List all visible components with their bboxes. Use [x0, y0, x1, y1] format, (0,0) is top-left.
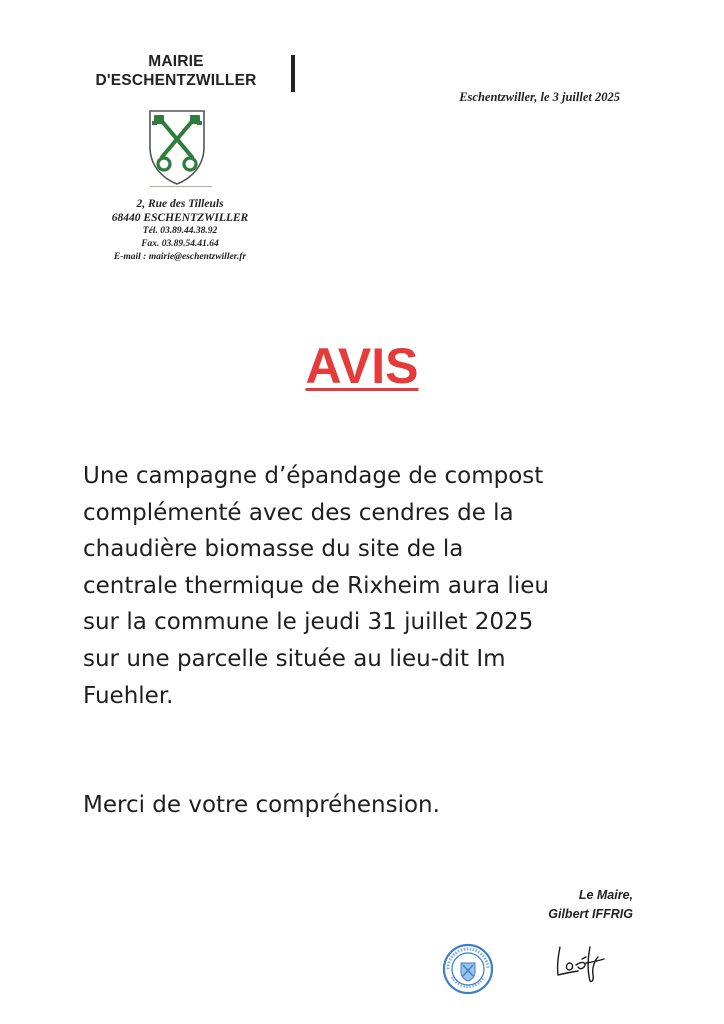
crest-underline: [150, 186, 212, 187]
address-tel: Tél. 03.89.44.38.92: [142, 226, 218, 236]
coat-of-arms-icon: [146, 107, 208, 187]
mairie-address: [80, 197, 280, 264]
signature-block: [548, 886, 633, 924]
address-fax: Fax. 03.89.54.41.64: [141, 239, 219, 249]
handwritten-signature-icon: [552, 937, 612, 987]
notice-heading-text: AVIS: [305, 338, 419, 394]
mairie-title-line1: MAIRIE: [148, 53, 204, 70]
address-city: 68440 ESCHENTZWILLER: [111, 212, 249, 224]
signatory-name: Gilbert IFFRIG: [548, 907, 633, 921]
notice-thanks: Merci de votre compréhension.: [83, 792, 440, 818]
signatory-role: Le Maire,: [578, 888, 633, 902]
address-email: E-mail : mairie@eschentzwiller.fr: [113, 252, 247, 262]
address-street: 2, Rue des Tilleuls: [136, 198, 224, 210]
official-stamp-icon: [442, 943, 494, 995]
document-date: Eschentzwiller, le 3 juillet 2025: [459, 90, 620, 104]
notice-body: Une campagne d’épandage de compost complémenté avec des cendres de la chaudière biomasse du site de la centrale thermique de Rixheim aura lieu sur la commune le jeudi 31 juillet 2025 sur une parcelle située au lieu-dit Im Fuehler.: [83, 463, 549, 709]
notice-heading: [0, 336, 724, 396]
mairie-title-line2: D'ESCHENTZWILLER: [95, 72, 257, 89]
header-vertical-bar: [291, 55, 295, 92]
mairie-title: [70, 52, 282, 90]
